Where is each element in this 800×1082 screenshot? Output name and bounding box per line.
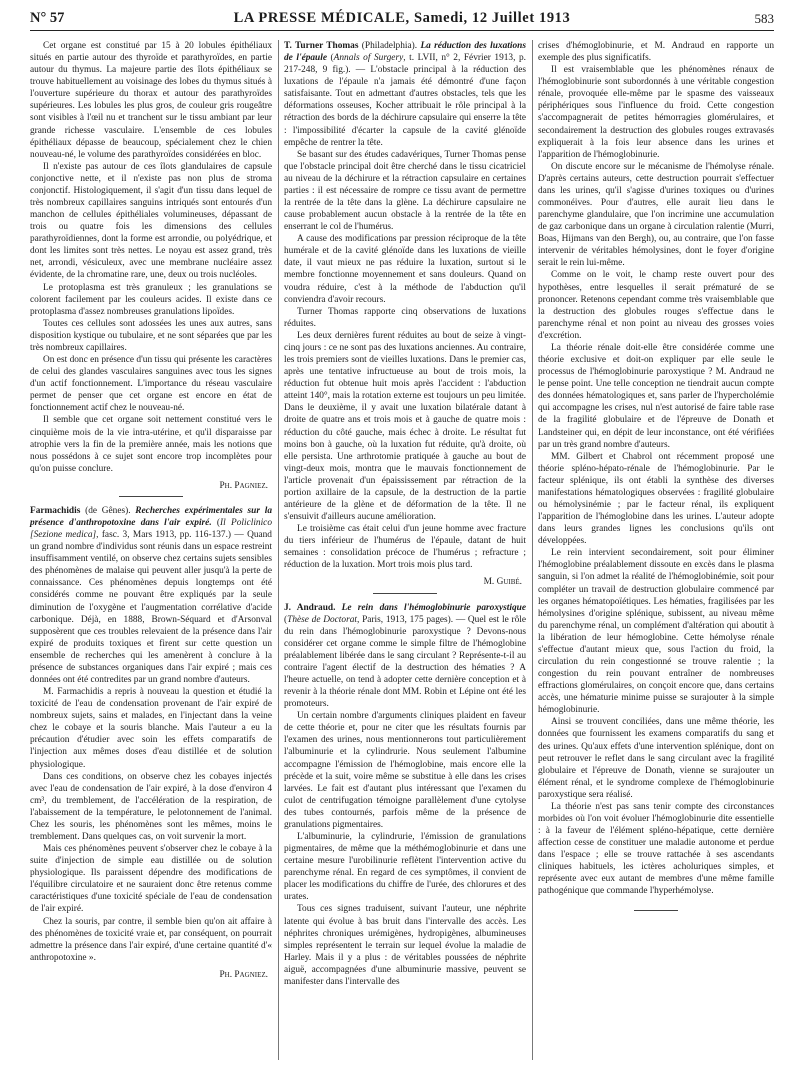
paragraph: Dans ces conditions, on observe chez les cobayes injectés avec l'eau de condensation de l'air expiré, à la dose d'environ 4 cm³, du tremblement, de l'accélération de la respiration, de l'abaissement de la température, le pelotonnement de l'animal. Chez les souris, les phénomènes sont les mêmes, moins le tremblement. Dans quelques cas, on voit survenir la mort.: [30, 771, 272, 842]
review-entry: [284, 602, 526, 711]
paragraph: Chez la souris, par contre, il semble bien qu'on ait affaire à des phénomènes de toxicité vraie et, par conséquent, on pourrait admettre la présence dans l'air expiré, d'une certaine quantité d'« anthropotoxine ».: [30, 916, 272, 963]
entry-place: (de Gênes).: [80, 505, 136, 516]
entry-ref: (: [327, 53, 334, 64]
entry-ref: (: [284, 614, 288, 625]
column-1: [30, 40, 272, 985]
paragraph: La théorie rénale doit-elle être considérée comme une théorie exclusive et doit-on expliquer par elle seule le processus de l'hémoglobinurie paroxystique ? M. Andraud ne le pense point. Une telle conception ne tiendrait aucun compte des données hématologiques et, sans parler de l'hypercholémie qui accompagne les crises, nul n'est autorisé de faire table rase de la fragilité globulaire et de l'épreuve de Donath et Landsteiner qui, en dépit de leur inconstance, ont été vérifiées par un très grand nombre d'auteurs.: [538, 342, 774, 450]
paragraph: Cet organe est constitué par 15 à 20 lobules épithéliaux situés en partie autour des thyroïde et parathyroïdes, en partie autour du thymus. La majeure partie des îlots épithéliaux se trouve habituellement au voisinage des lobes du thymus situés à l'ouverture supérieure du thorax et autour des parathyroïdes supérieures. Les lobules les plus gros, de couleur gris rougeâtre sont visibles à l'œil nu et tranchent sur le tissu ambiant par leur grande richesse vasculaire. L'ensemble de ces lobules épithéliaux dépasse de beaucoup, spécialement chez le chien nouveau-né, le volume des parathyroïdes considérées en bloc.: [30, 41, 272, 160]
page-number: 583: [754, 11, 774, 26]
paragraph: Il n'existe pas autour de ces îlots glandulaires de capsule conjonctive nette, et il n'existe pas non plus de stroma conjonctif. Histologiquement, il s'agit d'un tissu dans lequel de très nombreux capillaires sanguins intriqués sont entourés d'un manchon de cellules épithéliales volumineuses, dépassant de trois ou quatre fois les dimensions des cellules parathyroïdiennes, dont la forme est arrondie, ou polyédrique, et dont les limites sont très nettes. Le noyau est assez grand, très net, arrondi, vésiculeux, avec une membrane nucléaire assez évidente, de la chromatine rare, une, deux ou trois nucléoles.: [30, 161, 272, 281]
review-entry: [30, 505, 272, 686]
column-divider: [278, 40, 279, 1060]
entry-journal: Il Policlinico [Sezione medica]: [30, 517, 273, 541]
paragraph: La théorie n'est pas sans tenir compte des circonstances morbides où l'on voit évoluer l'hémoglobinurie dite essentielle : à la faveur de l'élément spléno-hépatique, cette dernière affection cesse de constituer une maladie autonome et perdue dans l'espace ; elle se trouve rattachée à ses ascendants cliniques habituels, les ictères acholuriques simples, et représente avec eux autant de membres d'une même famille pathogénique que commande l'hyperhémolyse.: [538, 801, 774, 897]
column-2: [284, 40, 526, 988]
separator: [634, 910, 678, 911]
entry-text: , Paris, 1913, 175 pages). — Quel est le rôle du rein dans l'hémoglobinurie paroxystique ? Devons-nous considérer cet organe comme le simple filtre de l'hémoglobine préalablement libérée dans le sang circulant ? Représente-t-il au contraire l'agent électif de la destruction des hématies ? A l'heure actuelle, on tend à adopter cette dernière conception et à revenir à la théorie rénale dont MM. Robin et Lépine ont été les promoteurs.: [284, 614, 526, 710]
entry-ref: (: [211, 517, 221, 528]
separator: [373, 593, 437, 594]
paragraph: Les deux dernières furent réduites au bout de seize à vingt-cinq jours : ce ne sont pas des luxations anciennes. Au contraire, les trois premiers sont de vieilles luxations. Dans le premier cas, après une tentative infructueuse au bout de trois mois, la réduction fut obtenue huit mois après l'accident : l'abduction atteint 140°, mais la rotation externe est toujours un peu limitée. Dans le deuxième, il y avait une luxation bilatérale datant à droite de quatre ans et trois mois et à gauche de quatre mois : réduction du côté gauche, mais échec à droite. Le résultat fut moins bon à gauche, où la luxation fut réduite, qu'à droite, où elle persista. Une arthrotomie pratiquée à gauche au bout de vingt-deux mois, montra que le mauvais fonctionnement de l'article provenait d'un épaississement par rétraction de la portion axillaire de la capsule, de la destruction de la partie antérieure de la glène et de déformation de la tête. Il ne s'ensuivit d'ailleurs aucune amélioration.: [284, 330, 526, 523]
paragraph: MM. Gilbert et Chabrol ont récemment proposé une théorie spléno-hépato-rénale de l'hémoglobinurie. Par le facteur splénique, ils ont établi la synthèse des diverses manifestations hématologiques observées : fragilité globulaire ou hémolysinémie ; par le facteur rénal, ils expliquent l'apparition de l'hémoglobine dans les urines. L'auteur adopte dans leurs grandes lignes les conclusions qu'ils ont développées.: [538, 451, 774, 547]
paragraph: L'albuminurie, la cylindrurie, l'émission de granulations pigmentaires, de même que la méthémoglobinurie et dans une certaine mesure l'urobilinurie reflètent l'intervention active du parenchyme rénal. En regard de ces symptômes, il convient de placer les modifications du chiffre de l'urée, des chlorures et des urates.: [284, 832, 526, 903]
paragraph: crises d'hémoglobinurie, et M. Andraud en rapporte un exemple des plus significatifs.: [538, 41, 774, 64]
column-3: [538, 40, 774, 913]
paragraph: Tous ces signes traduisent, suivant l'auteur, une néphrite latente qui évolue à bas bruit dans l'intervalle des accès. Les néphrites chroniques urémigènes, hydropigènes, albumineuses simples représentent le terrain sur lequel évolue la maladie de Harley. Mais il y a plus : de véritables poussées de néphrite aiguë, accompagnées d'une albuminurie massive, peuvent se manifester dans l'intervalle des: [284, 904, 526, 987]
entry-author: T. Turner Thomas: [284, 41, 359, 51]
paragraph: On est donc en présence d'un tissu qui présente les caractères de celui des glandes vasculaires sanguines avec tous les signes d'un actif fonctionnement. L'importance du réseau vasculaire permet de penser que cet organe est encore en état de fonctionnement actif chez le nouveau-né.: [30, 355, 272, 414]
paragraph: Ainsi se trouvent conciliées, dans une même théorie, les données que fournissent les examens comparatifs du sang et des urines. Qu'aux effets d'une intervention splénique, dont on peut retrouver le reflet dans le sang circulant avec la fragilité globulaire et l'épreuve de Donath, vienne se surajouter un élément rénal, et le syndrome complexe de l'hémoglobinurie paroxystique sera réalisé.: [538, 717, 774, 800]
entry-journal: Annals of Surgery: [333, 53, 404, 64]
paragraph: M. Farmachidis a repris à nouveau la question et étudié la toxicité de l'eau de condensation provenant de l'air expiré de nombreux sujets, sains et malades, en l'injectant dans la veine chez le cobaye et la souris blanche. Mais l'auteur a eu la précaution d'étudier avec soin les effets comparatifs de l'injection aux mêmes doses d'eau distillée et de solution physiologique.: [30, 687, 272, 770]
paragraph: Le protoplasma est très granuleux ; les granulations se colorent facilement par les couleurs acides. Il existe dans ce protoplasma d'assez nombreuses granulations lipoïdes.: [30, 282, 272, 317]
column-divider: [532, 40, 533, 1060]
paragraph: Il est vraisemblable que les phénomènes rénaux de l'hémoglobinurie sont subordonnés à une véritable congestion rénale, provoquée elle-même par le spasme des vaisseaux périphériques sous l'influence du froid. Cette congestion s'accompagnerait de petites hémorragies glomérulaires, et secondairement la destruction des globules rouges extravasés expliquerait à la fois leur absence dans les urines et l'apparition de l'hémoglobinurie.: [538, 65, 774, 160]
paragraph: Le rein intervient secondairement, soit pour éliminer l'hémoglobine préalablement dissoute en excès dans le plasma sanguin, si l'on admet la réalité de l'hémoglobinémie, soit pour compléter un travail de destruction globulaire commencé par les organes hématopoïétiques. Les hématies, fragilisées par les hémolysines d'origine splénique, subissent, au niveau même du parenchyme rénal, un complément d'altération qui aboutit à la libération de leur hémoglobine. Cette hémolyse rénale s'effectue d'autant mieux que, sous l'action du froid, la circulation du rein congestionné se trouve ralentie ; la congestion du rein pouvant entraîner de nombreuses effractions glomérulaires, on conçoit encore que, dans certains accès, une hématurie minime puisse se surajouter à la simple hémoglobinurie.: [538, 548, 774, 716]
paragraph: Comme on le voit, le champ reste ouvert pour des hypothèses, entre lesquelles il serait prématuré de se prononcer. Retenons cependant comme très vraisemblable que la destruction des globules rouges s'effectue dans le parenchyme rénal et non point au niveau des grosses voies d'excrétion.: [538, 270, 774, 341]
review-entry: [284, 40, 526, 149]
page-header: [30, 8, 774, 31]
entry-author: Farmachidis: [30, 505, 81, 516]
entry-journal: Thèse de Doctorat: [287, 614, 357, 625]
entry-title: Le rein dans l'hémoglobinurie paroxystique: [335, 602, 526, 613]
entry-author: J. Andraud.: [284, 602, 336, 613]
paragraph: Un certain nombre d'arguments cliniques plaident en faveur de cette théorie et, pour ne citer que les résultats fournis par l'examen des urines, nous mentionnerons tout particulièrement l'albuminurie et la cylindrurie. Nous seulement l'albumine accompagne l'émission de l'hémoglobine, mais encore elle la précède et la suit, voire même se substitue à elle dans les crises larvées. Le fait est d'autant plus intéressant que l'examen du culot de centrifugation témoigne parallèlement d'une cytolyse des tubes contournés, parfois même de la présence de granulations pigmentaires.: [284, 711, 526, 830]
entry-title: La réduction des luxations de l'épaule: [284, 41, 526, 64]
paragraph: Il semble que cet organe soit nettement constitué vers le cinquième mois de la vie intra-utérine, et qu'il disparaisse par atrophie vers la fin de la première année, mais les notions que nous possédons à ce sujet sont encore trop incomplètes pour qu'on puisse conclure.: [30, 415, 272, 474]
paragraph: Le troisième cas était celui d'un jeune homme avec fracture du tiers inférieur de l'humérus de l'épaule, datant de huit semaines : consolidation précoce de l'humérus ; refracture ; réduction de la luxation. Mort trois mois plus tard.: [284, 524, 526, 571]
issue-number: N° 57: [30, 10, 65, 26]
entry-place: (Philadelphia).: [358, 41, 421, 51]
author-signature: Ph. Pagniez.: [219, 480, 268, 491]
paragraph: Turner Thomas rapporte cinq observations de luxations réduites.: [284, 306, 526, 329]
paragraph: Toutes ces cellules sont adossées les unes aux autres, sans disposition kystique ou tubulaire, et ne sont séparées que par les très nombreux capillaires.: [30, 318, 272, 353]
paragraph: On discute encore sur le mécanisme de l'hémolyse rénale. D'après certains auteurs, cette destruction pourrait s'effectuer dans les urines, qu'il s'agisse d'urines toxiques ou d'urines commonéives. Pour d'autres, elle aurait lieu dans le parenchyme glandulaire, que l'on incrimine une accumulation de gaz carbonique dans un organe à circulation ralentie (Murri, Boas, Hijmans van den Bergh), ou, au contraire, que l'on fasse intervenir de véritables hémolysines, dont le foyer d'origine serait le rein lui-même.: [538, 161, 774, 269]
paragraph: A cause des modifications par pression réciproque de la tête humérale et de la cavité glénoïde dans les luxations de vieille date, il vaut mieux ne pas réduire la luxation, surtout si le membre fonctionne moyennement et sans douleurs. Quand on voudra réduire, c'est à la méthode de l'abduction qu'il conviendra d'avoir recours.: [284, 234, 526, 305]
paragraph: Se basant sur des études cadavériques, Turner Thomas pense que l'obstacle principal doit être cherché dans le tissu cicatriciel au niveau de la déchirure et la rétraction capsulaire en certaines parties : il est nécessaire de rompre ce tissu avant de permettre la rentrée de la tête dans la glène. La déchirure capsulaire ne cause probablement aucun obstacle à la rentrée de la tête en enserrant le col de l'humérus.: [284, 149, 526, 233]
paragraph: Mais ces phénomènes peuvent s'observer chez le cobaye à la suite d'injection de simple eau distillée ou de solution physiologique. Ils paraissent dépendre des modifications de l'équilibre circulatoire et ne sauraient donc être retenus comme caractéristiques d'une toxicité spéciale de l'eau de condensation de l'air expiré.: [30, 844, 272, 915]
entry-title: Recherches expérimentales sur la présence d'anthropotoxine dans l'air expiré.: [30, 505, 272, 528]
separator: [119, 496, 183, 497]
entry-text: , fasc. 3, Mars 1913, pp. 116-137.) — Quand un grand nombre d'individus sont réunis dans un espace restreint insuffisamment ventilé, on observe chez certains sujets sensibles des phénomènes de malaise qui peuvent aller jusqu'à la perte de connaissance. Ces phénomènes depuis longtemps ont été considérés comme ne pouvant être expliqués par la seule diminution de l'oxygène et l'augmentation corrélative d'acide carbonique. Déjà, en 1888, Brown-Séquard et d'Arsonval supposèrent que ces troubles relevaient de la présence dans l'air expiré de produits toxiques et firent sur cette question un ensemble de recherches qui les amenèrent à conclure à la présence de substances organiques dans l'air expiré ; mais ces données ont été contredites par un grand nombre d'auteurs.: [30, 530, 272, 685]
entry-text: , t. LVII, n° 2, Février 1913, p. 217-248, 9 fig.). — L'obstacle principal à la réduction des luxations de l'épaule n'a jamais été démontré d'une façon satisfaisante. Tout en admettant d'autres obstacles, tels que les déformations osseuses, Kocher attribuait le rôle principal à la rétraction des bords de la déchirure capsulaire qui enserre la tête : l'impossibilité d'écarter la capsule de la cavité glénoïde empêche de rentrer la tête.: [284, 53, 526, 148]
author-signature: Ph. Pagniez.: [219, 969, 268, 980]
author-signature: M. Guibé.: [483, 577, 522, 588]
journal-title: LA PRESSE MÉDICALE, Samedi, 12 Juillet 1913: [233, 10, 571, 26]
